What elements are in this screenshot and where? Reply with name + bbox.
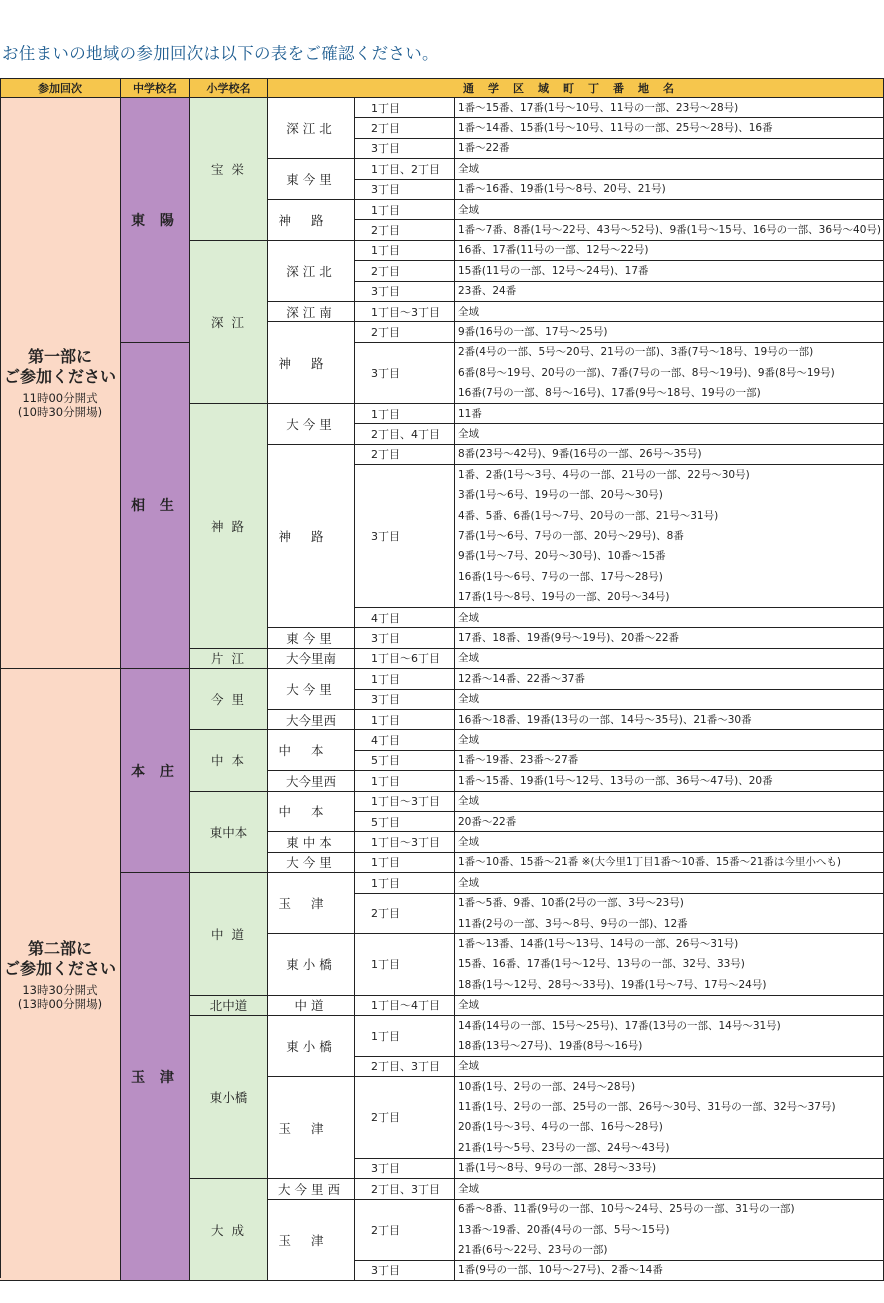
chome-range: 2丁目 xyxy=(355,322,455,342)
area-line: 全域 xyxy=(458,305,479,318)
area-line: 23番、24番 xyxy=(458,285,517,298)
area-detail xyxy=(455,1261,884,1281)
chome-range: 3丁目 xyxy=(355,139,455,159)
area-line: 9番(16号の一部、17号～25号) xyxy=(458,325,608,338)
chome-range: 1丁目～3丁目 xyxy=(355,302,455,322)
area-detail xyxy=(455,465,884,608)
area-detail xyxy=(455,261,884,281)
area-line: 全域 xyxy=(458,611,479,624)
area-detail xyxy=(455,628,884,648)
area-detail xyxy=(455,200,884,220)
area-detail xyxy=(455,873,884,893)
town-name: 東小橋 xyxy=(268,934,355,995)
session-title: 第一部に xyxy=(27,347,92,367)
elementary-school-name: 宝 栄 xyxy=(190,98,268,241)
area-line: 全域 xyxy=(458,733,479,746)
area-line: 6番～8番、11番(9号の一部、10号～24号、25号の一部、31号の一部) xyxy=(458,1203,795,1216)
area-detail xyxy=(455,812,884,832)
chome-range: 1丁目 xyxy=(355,200,455,220)
area-line: 11番 xyxy=(458,407,482,420)
town-name: 深江北 xyxy=(268,98,355,159)
town-name: 東小橋 xyxy=(268,1016,355,1077)
area-line: 7番(1号～6号、7号の一部、20号～29号)、8番 xyxy=(458,529,684,542)
area-detail xyxy=(455,669,884,689)
session-block xyxy=(0,98,121,669)
area-detail xyxy=(455,159,884,179)
elementary-school-name: 中 本 xyxy=(190,730,268,791)
chome-range: 5丁目 xyxy=(355,812,455,832)
area-line: 16番(7号の一部、8号～16号)、17番(9号～18号、19号の一部) xyxy=(458,387,761,400)
area-detail xyxy=(455,322,884,342)
area-line: 全域 xyxy=(458,1060,479,1073)
area-line: 全域 xyxy=(458,876,479,889)
area-line: 1番～14番、15番(1号～10号、11号の一部、25号～28号)、16番 xyxy=(458,121,773,134)
area-detail xyxy=(455,282,884,302)
area-line: 全域 xyxy=(458,1182,479,1195)
area-detail xyxy=(455,220,884,240)
header-junior-school: 中学校名 xyxy=(121,78,190,98)
area-line: 15番(11号の一部、12号～24号)、17番 xyxy=(458,264,649,277)
area-detail xyxy=(455,1159,884,1179)
area-detail xyxy=(455,404,884,424)
header-session: 参加回次 xyxy=(0,78,121,98)
chome-range: 2丁目 xyxy=(355,118,455,138)
area-line: 全域 xyxy=(458,162,479,175)
area-line: 全域 xyxy=(458,693,479,706)
chome-range: 2丁目 xyxy=(355,1200,455,1261)
chome-range: 3丁目 xyxy=(355,180,455,200)
elementary-school-name: 東中本 xyxy=(190,792,268,874)
chome-range: 3丁目 xyxy=(355,690,455,710)
town-name: 大今里西 xyxy=(268,710,355,730)
area-line: 11番(1号、2号の一部、25号の一部、26号～30号、31号の一部、32号～37号) xyxy=(458,1101,836,1114)
session-title: 第二部に xyxy=(27,938,92,958)
town-name: 中道 xyxy=(268,996,355,1016)
area-line: 11番(2号の一部、3号～8号、9号の一部)、12番 xyxy=(458,917,688,930)
area-detail xyxy=(455,1179,884,1199)
chome-range: 2丁目、3丁目 xyxy=(355,1179,455,1199)
chome-range: 3丁目 xyxy=(355,1261,455,1281)
town-name: 玉津 xyxy=(268,1077,355,1179)
chome-range: 3丁目 xyxy=(355,282,455,302)
area-detail xyxy=(455,832,884,852)
session-open-time: (13時00分開場) xyxy=(17,996,103,1011)
area-line: 10番(1号、2号の一部、24号～28号) xyxy=(458,1080,636,1093)
elementary-school-name: 中 道 xyxy=(190,873,268,995)
town-name: 大今里 xyxy=(268,669,355,710)
area-detail xyxy=(455,894,884,935)
chome-range: 2丁目 xyxy=(355,894,455,935)
area-line: 12番～14番、22番～37番 xyxy=(458,672,585,685)
area-detail xyxy=(455,751,884,771)
chome-range: 1丁目 xyxy=(355,934,455,995)
area-detail xyxy=(455,139,884,159)
town-name: 大今里 xyxy=(268,404,355,445)
area-detail xyxy=(455,710,884,730)
header-area: 通学区域町丁番地名 xyxy=(268,78,884,98)
session-title-2: ご参加ください xyxy=(3,367,116,387)
area-line: 17番、18番、19番(9号～19号)、20番～22番 xyxy=(458,631,680,644)
area-line: 17番(1号～8号、19号の一部、20号～34号) xyxy=(458,591,670,604)
junior-school-name: 玉 津 xyxy=(121,873,190,1281)
session-title-2: ご参加ください xyxy=(3,958,116,978)
area-line: 9番(1号～7号、20号～30号)、10番～15番 xyxy=(458,550,666,563)
town-name: 大今里 xyxy=(268,853,355,873)
chome-range: 3丁目 xyxy=(355,465,455,608)
area-detail xyxy=(455,98,884,118)
area-line: 4番、5番、6番(1号～7号、20号の一部、21号～31号) xyxy=(458,509,719,522)
area-line: 16番(1号～6号、7号の一部、17号～28号) xyxy=(458,570,663,583)
chome-range: 1丁目～6丁目 xyxy=(355,649,455,669)
area-line: 1番～15番、19番(1号～12号、13号の一部、36号～47号)、20番 xyxy=(458,774,773,787)
session-open-time: (10時30分開場) xyxy=(17,405,103,420)
area-detail xyxy=(455,424,884,444)
town-name: 神路 xyxy=(268,200,355,241)
area-line: 1番～19番、23番～27番 xyxy=(458,754,579,767)
chome-range: 1丁目～3丁目 xyxy=(355,832,455,852)
area-line: 8番(23号～42号)、9番(16号の一部、26号～35号) xyxy=(458,448,702,461)
elementary-school-name: 神 路 xyxy=(190,404,268,649)
area-detail xyxy=(455,1057,884,1077)
area-line: 18番(1号～12号、28号～33号)、19番(1号～7号、17号～24号) xyxy=(458,978,767,991)
area-line: 21番(6号～22号、23号の一部) xyxy=(458,1243,608,1256)
town-name: 大今里西 xyxy=(268,771,355,791)
header-elementary-school: 小学校名 xyxy=(190,78,268,98)
area-detail xyxy=(455,730,884,750)
chome-range: 2丁目 xyxy=(355,261,455,281)
area-detail xyxy=(455,1016,884,1057)
junior-school-name: 本 庄 xyxy=(121,669,190,873)
chome-range: 1丁目 xyxy=(355,98,455,118)
town-name: 東今里 xyxy=(268,159,355,200)
town-name: 中本 xyxy=(268,730,355,771)
chome-range: 5丁目 xyxy=(355,751,455,771)
intro-text: お住まいの地域の参加回次は以下の表をご確認ください。 xyxy=(2,44,439,63)
chome-range: 1丁目 xyxy=(355,669,455,689)
area-line: 全域 xyxy=(458,999,479,1012)
town-name: 東今里 xyxy=(268,628,355,648)
elementary-school-name: 大 成 xyxy=(190,1179,268,1281)
chome-range: 1丁目 xyxy=(355,710,455,730)
area-detail xyxy=(455,771,884,791)
area-detail xyxy=(455,302,884,322)
elementary-school-name: 東小橋 xyxy=(190,1016,268,1179)
chome-range: 1丁目 xyxy=(355,853,455,873)
elementary-school-name: 片 江 xyxy=(190,649,268,669)
area-detail xyxy=(455,690,884,710)
area-line: 3番(1号～6号、19号の一部、20号～30号) xyxy=(458,489,663,502)
chome-range: 2丁目、4丁目 xyxy=(355,424,455,444)
chome-range: 1丁目 xyxy=(355,873,455,893)
area-line: 全域 xyxy=(458,835,479,848)
area-line: 16番、17番(11号の一部、12号～22号) xyxy=(458,244,649,257)
session-block xyxy=(0,669,121,1281)
elementary-school-name: 今 里 xyxy=(190,669,268,730)
chome-range: 2丁目 xyxy=(355,445,455,465)
area-detail xyxy=(455,118,884,138)
area-line: 18番(13号～27号)、19番(8号～16号) xyxy=(458,1039,643,1052)
area-line: 全域 xyxy=(458,203,479,216)
area-line: 20番(1号～3号、4号の一部、16号～28号) xyxy=(458,1121,663,1134)
chome-range: 2丁目、3丁目 xyxy=(355,1057,455,1077)
area-line: 6番(8号～19号、20号の一部)、7番(7号の一部、8号～19号)、9番(8号～19号) xyxy=(458,366,835,379)
area-detail xyxy=(455,1077,884,1159)
town-name: 玉津 xyxy=(268,1200,355,1282)
area-detail xyxy=(455,343,884,404)
area-line: 1番～16番、19番(1号～8号、20号、21号) xyxy=(458,183,666,196)
area-line: 全域 xyxy=(458,427,479,440)
area-line: 2番(4号の一部、5号～20号、21号の一部)、3番(7号～18号、19号の一部) xyxy=(458,346,814,359)
junior-school-name: 東 陽 xyxy=(121,98,190,343)
session-time: 13時30分開式 xyxy=(22,982,98,997)
town-name: 神路 xyxy=(268,445,355,629)
town-name: 中本 xyxy=(268,792,355,833)
chome-range: 3丁目 xyxy=(355,343,455,404)
area-line: 15番、16番、17番(1号～12号、13号の一部、32号、33号) xyxy=(458,958,745,971)
chome-range: 1丁目 xyxy=(355,771,455,791)
area-line: 13番～19番、20番(4号の一部、5号～15号) xyxy=(458,1223,670,1236)
junior-school-name: 相 生 xyxy=(121,343,190,669)
area-detail xyxy=(455,934,884,995)
chome-range: 1丁目 xyxy=(355,404,455,424)
area-detail xyxy=(455,853,884,873)
area-line: 16番～18番、19番(13号の一部、14号～35号)、21番～30番 xyxy=(458,713,752,726)
chome-range: 4丁目 xyxy=(355,608,455,628)
chome-range: 1丁目、2丁目 xyxy=(355,159,455,179)
chome-range: 3丁目 xyxy=(355,628,455,648)
area-line: 1番～15番、17番(1号～10号、11号の一部、23号～28号) xyxy=(458,101,739,114)
chome-range: 1丁目～4丁目 xyxy=(355,996,455,1016)
area-line: 1番～22番 xyxy=(458,142,510,155)
area-line: 20番～22番 xyxy=(458,815,517,828)
chome-range: 1丁目 xyxy=(355,241,455,261)
town-name: 東中本 xyxy=(268,832,355,852)
town-name: 深江北 xyxy=(268,241,355,302)
elementary-school-name: 北中道 xyxy=(190,996,268,1016)
area-line: 1番～13番、14番(1号～13号、14号の一部、26号～31号) xyxy=(458,937,739,950)
area-detail xyxy=(455,180,884,200)
area-detail xyxy=(455,445,884,465)
area-detail xyxy=(455,649,884,669)
area-line: 全域 xyxy=(458,652,479,665)
chome-range: 1丁目～3丁目 xyxy=(355,792,455,812)
area-line: 14番(14号の一部、15号～25号)、17番(13号の一部、14号～31号) xyxy=(458,1019,781,1032)
town-name: 大今里西 xyxy=(268,1179,355,1199)
chome-range: 4丁目 xyxy=(355,730,455,750)
elementary-school-name: 深 江 xyxy=(190,241,268,404)
chome-range: 2丁目 xyxy=(355,1077,455,1159)
area-line: 1番(9号の一部、10号～27号)、2番～14番 xyxy=(458,1264,663,1277)
area-line: 1番～7番、8番(1号～22号、43号～52号)、9番(1号～15号、16号の一部、36号～40号) xyxy=(458,223,881,236)
chome-range: 1丁目 xyxy=(355,1016,455,1057)
town-name: 玉津 xyxy=(268,873,355,934)
area-detail xyxy=(455,1200,884,1261)
town-name: 深江南 xyxy=(268,302,355,322)
area-line: 1番～10番、15番～21番 ※(大今里1丁目1番～10番、15番～21番は今里小へも) xyxy=(458,856,842,869)
area-detail xyxy=(455,792,884,812)
area-detail xyxy=(455,241,884,261)
session-time: 11時00分開式 xyxy=(22,391,98,406)
area-detail xyxy=(455,996,884,1016)
town-name: 大今里南 xyxy=(268,649,355,669)
area-line: 1番、2番(1号～3号、4号の一部、21号の一部、22号～30号) xyxy=(458,468,750,481)
area-line: 1番～5番、9番、10番(2号の一部、3号～23号) xyxy=(458,897,684,910)
chome-range: 2丁目 xyxy=(355,220,455,240)
area-line: 全域 xyxy=(458,795,479,808)
area-line: 21番(1号～5号、23号の一部、24号～43号) xyxy=(458,1141,670,1154)
chome-range: 3丁目 xyxy=(355,1159,455,1179)
school-district-table xyxy=(0,78,884,1278)
area-detail xyxy=(455,608,884,628)
town-name: 神路 xyxy=(268,322,355,404)
area-line: 1番(1号～8号、9号の一部、28号～33号) xyxy=(458,1162,657,1175)
